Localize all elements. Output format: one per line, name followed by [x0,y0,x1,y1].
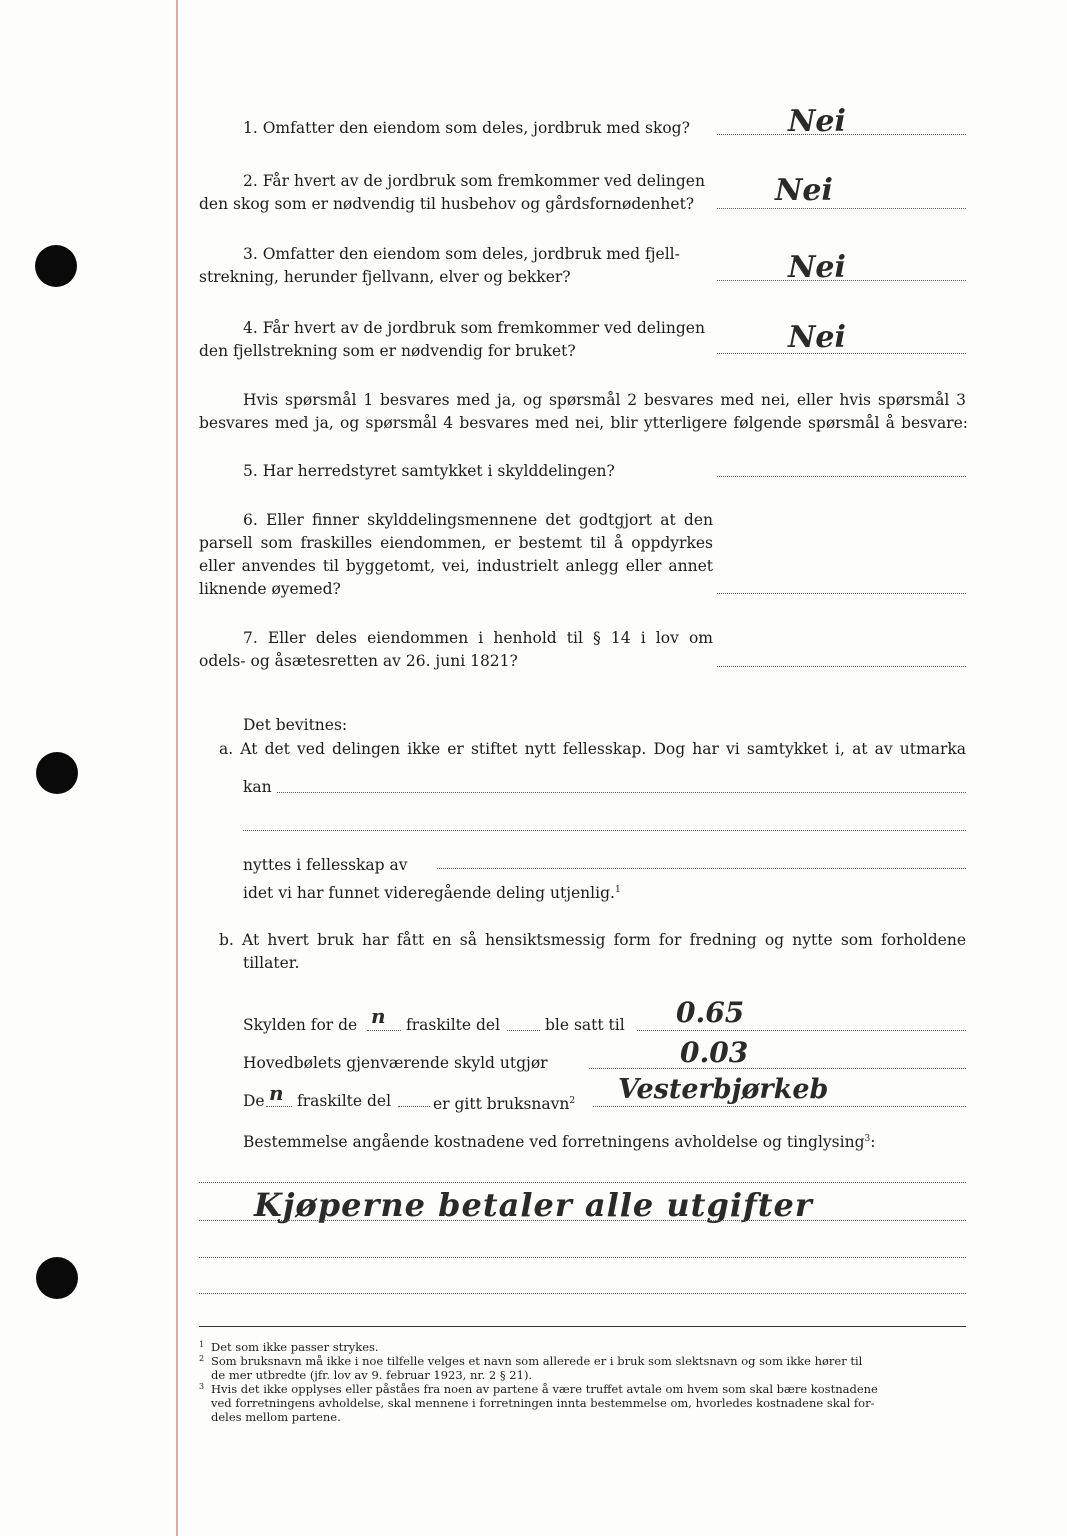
footnote-ref-1: 1 [614,885,621,895]
footnote-3-line-1: Hvis det ikke opplyses eller påståes fra noen av partene å være truffet avtale om hvem som skal bære kostnadene [211,1382,878,1396]
kost-handwritten: Kjøperne betaler alle utgifter [254,1186,813,1224]
skyld-suffix-line [367,1030,401,1031]
skyld-value-line [637,1030,966,1031]
attest-a-idet-text: idet vi har funnet videregående deling utjenlig. [243,884,615,903]
punch-hole-middle [36,752,78,794]
kost-line-2 [199,1220,966,1221]
answer-line-5 [717,476,966,477]
footnote-ref-2: 2 [569,1096,576,1106]
question-7-line-2: odels- og åsætesretten av 26. juni 1821? [199,652,518,670]
navn-label-mid: fraskilte del [297,1092,392,1110]
navn-hw-suffix: n [269,1081,284,1105]
punch-hole-bottom [36,1257,78,1299]
navn-label-start: De [243,1092,265,1110]
hoved-value-handwritten: 0.03 [680,1036,749,1069]
question-6-line-1: 6. Eller finner skylddelingsmennene det godtgjort at den [243,511,713,529]
kost-label [243,1128,875,1154]
footnote-2-line-1: Som bruksnavn må ikke i noe tilfelle velges et navn som allerede er i bruk som slektsnavn og som ikke hører til [211,1354,863,1368]
question-1: 1. Omfatter den eiendom som deles, jordbruk med skog? [243,119,690,137]
footnote-1-line-1: Det som ikke passer strykes. [211,1340,379,1354]
navn-value-line [593,1106,966,1107]
footnote-2-num: 2 [199,1354,205,1363]
footnote-3-num: 3 [199,1382,205,1391]
answer-line-6 [717,593,966,594]
margin-line [176,0,178,1536]
footnote-rule [199,1326,966,1327]
question-7-line-1: 7. Eller deles eiendommen i henhold til § 14 i lov om [243,629,713,647]
hoved-label: Hovedbølets gjenværende skyld utgjør [243,1054,548,1072]
attest-a-kan-line [277,792,966,793]
skyld-value-handwritten: 0.65 [676,996,745,1029]
question-3-line-2: strekning, herunder fjellvann, elver og bekker? [199,268,571,286]
answer-3-handwritten: Nei [788,250,846,285]
punch-hole-top [35,245,77,287]
hoved-value-line [589,1068,966,1069]
question-2-line-2: den skog som er nødvendig til husbehov og gårdsfornødenhet? [199,195,695,213]
attest-a-line-1: a. At det ved delingen ikke er stiftet nytt fellesskap. Dog har vi samtykket i, at av utmarka [219,740,966,758]
skyld-label-end: ble satt til [545,1016,625,1034]
navn-value-handwritten: Vesterbjørkeb [618,1074,829,1105]
condition-line-1: Hvis spørsmål 1 besvares med ja, og spørsmål 2 besvares med nei, eller hvis spørsmål 3 [243,391,966,409]
condition-line-2: besvares med ja, og spørsmål 4 besvares med nei, blir ytterligere følgende spørsmål å besvare: [199,414,968,432]
attest-a-blank-line [243,830,966,831]
answer-line-2 [717,208,966,209]
kost-line-3 [199,1257,966,1258]
navn-del-line [398,1106,430,1107]
attest-a-nyttes: nyttes i fellesskap av [243,856,408,874]
attest-b-line-1: b. At hvert bruk har fått en så hensiktsmessig form for fredning og nytte som forholdene [219,931,966,949]
attest-heading: Det bevitnes: [243,716,348,734]
footnote-1-num: 1 [199,1340,205,1349]
skyld-label-start: Skylden for de [243,1016,358,1034]
answer-1-handwritten: Nei [788,104,846,139]
footnote-3-line-3: deles mellom partene. [211,1410,341,1424]
kost-label-text: Bestemmelse angående kostnadene ved forretningens avholdelse og tinglysing [243,1133,865,1152]
question-6-line-2: parsell som fraskilles eiendommen, er bestemt til å oppdyrkes [199,534,713,552]
attest-a-idet [243,879,621,905]
skyld-hw-suffix: n [371,1004,386,1028]
navn-suffix-line [266,1106,292,1107]
skyld-label-mid: fraskilte del [406,1016,501,1034]
attest-b-line-2: tillater. [243,954,300,972]
answer-line-7 [717,666,966,667]
footnote-2-line-2: de mer utbredte (jfr. lov av 9. februar 1923, nr. 2 § 21). [211,1368,533,1382]
answer-2-handwritten: Nei [775,173,833,208]
question-3-line-1: 3. Omfatter den eiendom som deles, jordbruk med fjell- [243,245,680,263]
kost-label-colon: : [870,1133,876,1152]
kost-line-4 [199,1293,966,1294]
footnote-3-line-2: ved forretningens avholdelse, skal mennene i forretningen innta bestemmelse om, hvorledes kostnadene skal for- [211,1396,875,1410]
question-4-line-1: 4. Får hvert av de jordbruk som fremkommer ved delingen [243,319,705,337]
question-2-line-1: 2. Får hvert av de jordbruk som fremkommer ved delingen [243,172,705,190]
question-6-line-4: liknende øyemed? [199,580,341,598]
skyld-del-line [507,1030,540,1031]
navn-label-end-text: er gitt bruksnavn [433,1095,570,1114]
attest-a-kan: kan [243,778,272,796]
kost-line-1 [199,1182,966,1183]
question-6-line-3: eller anvendes til byggetomt, vei, industrielt anlegg eller annet [199,557,713,575]
answer-4-handwritten: Nei [788,320,846,355]
question-4-line-2: den fjellstrekning som er nødvendig for bruket? [199,342,576,360]
question-5: 5. Har herredstyret samtykket i skylddelingen? [243,462,615,480]
navn-label-end [433,1090,575,1116]
attest-a-nyttes-line [437,868,966,869]
footnote-ref-3: 3 [864,1134,871,1144]
